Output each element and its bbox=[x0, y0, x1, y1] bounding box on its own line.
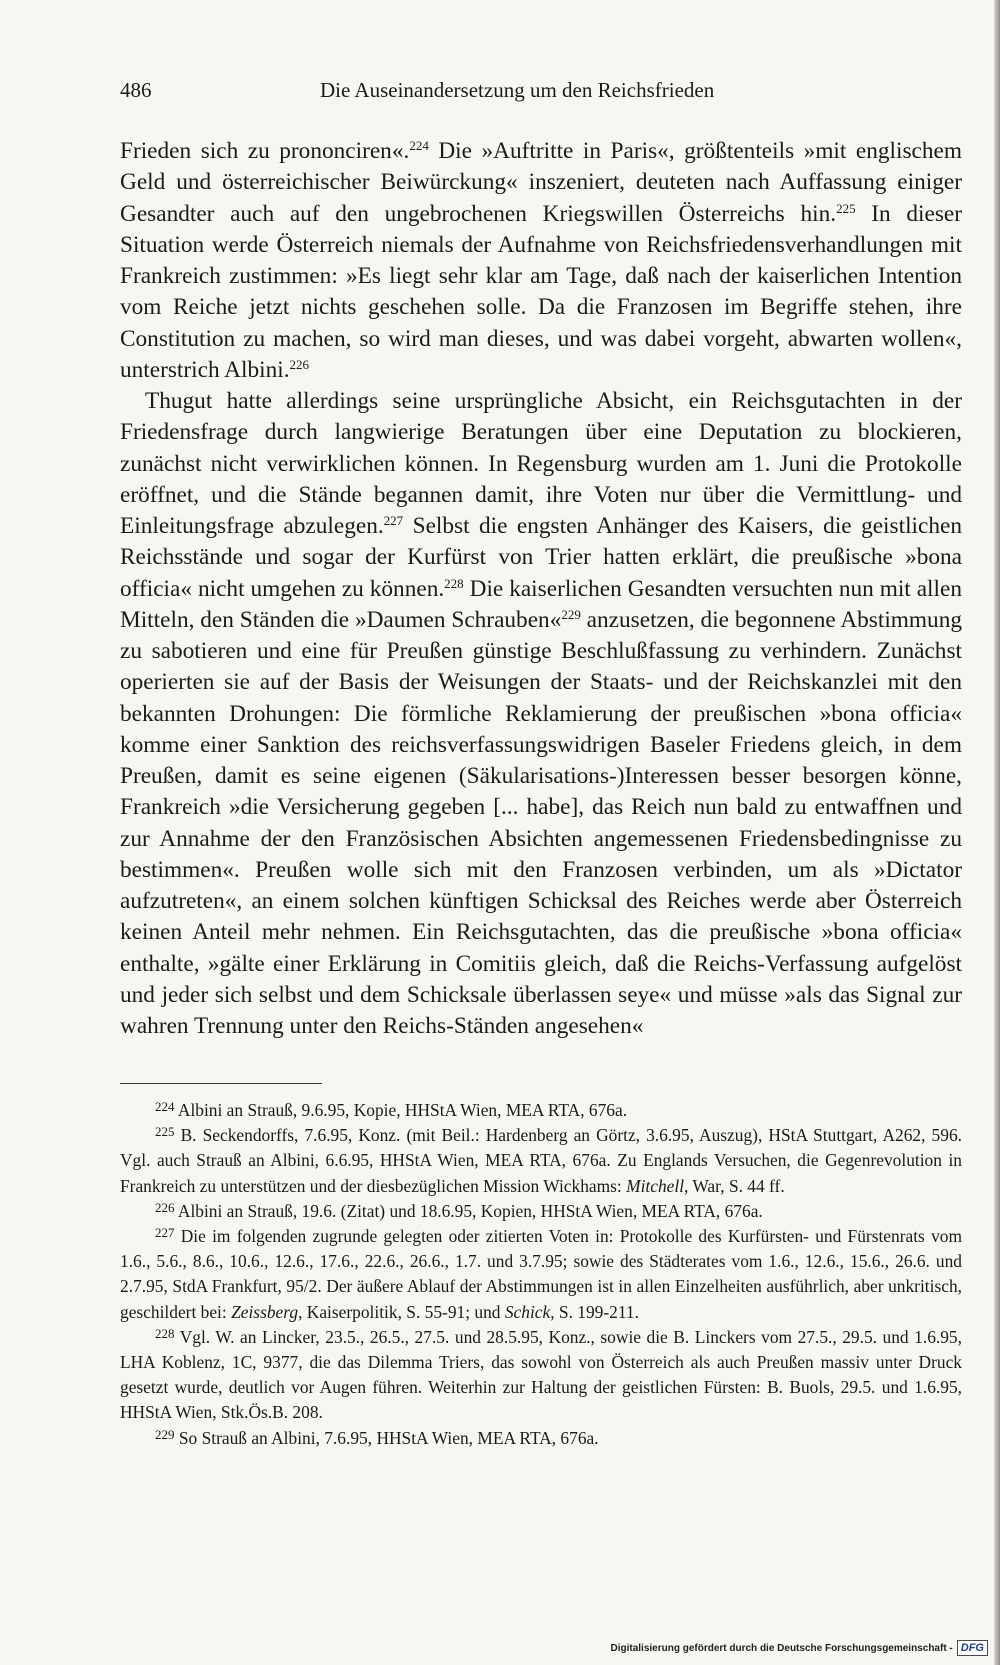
footnotes bbox=[120, 1098, 962, 1451]
footnote-ref[interactable]: 229 bbox=[561, 606, 581, 622]
footnote-text: Vgl. W. an Lincker, 23.5., 26.5., 27.5. und 28.5.95, Konz., sowie die B. Linckers vom 27.5., 29.5. und 1.6.95, LHA Koblenz, 1C, 9377, die das Dilemma Triers, das sowohl von Österreich als auch Preußen massiv unter Druck gesetzt wurde, deutlich vor Augen führen. Weiterhin zur Haltung der geistlichen Fürsten: B. Buols, 29.5. und 1.6.95, HHStA Wien, Stk.Ös.B. 208. bbox=[120, 1326, 962, 1423]
footnote bbox=[120, 1426, 962, 1451]
text-run: Die kaiserlichen Gesandten versuchten nun mit allen Mitteln, den Ständen die »Daumen Schrauben« bbox=[120, 575, 962, 633]
footnote bbox=[120, 1325, 962, 1426]
dfg-logo: DFG bbox=[957, 1640, 988, 1656]
footnote-text: , S. 199-211. bbox=[550, 1301, 639, 1322]
footnote-text: So Strauß an Albini, 7.6.95, HHStA Wien, MEA RTA, 676a. bbox=[178, 1427, 599, 1448]
cited-author: Zeissberg bbox=[231, 1301, 299, 1322]
footnote-ref[interactable]: 227 bbox=[383, 513, 404, 528]
footnote-number: 227 bbox=[155, 1225, 175, 1241]
body-paragraph bbox=[120, 136, 962, 386]
footnote bbox=[120, 1199, 962, 1224]
footnote-text: B. Seckendorffs, 7.6.95, Konz. (mit Beil.: Hardenberg an Görtz, 3.6.95, Auszug), HStA Stuttgart, A262, 596. Vgl. auch Strauß an Albini, 6.6.95, HHStA Wien, MEA RTA, 676a. Zu Englands Versuchen, die Gegenrevolution in Frankreich zu unterstützen und der diesbezüglichen Mission Wickhams: bbox=[120, 1125, 962, 1196]
text-run: Thugut hatte allerdings seine ursprüngliche Absicht, ein Reichsgutachten in der Friedensfrage durch langwierige Beratungen über eine Deputation zu blockieren, zunächst nicht verwirklichen können. In Regensburg wurden am 1. Juni die Protokolle eröffnet, und die Stände begannen damit, ihre Voten nur über die Vermittlung- und Einleitungsfrage abzulegen. bbox=[120, 388, 962, 539]
footnote-text: Albini an Strauß, 9.6.95, Kopie, HHStA Wien, MEA RTA, 676a. bbox=[177, 1100, 628, 1120]
text-run: In dieser Situation werde Österreich niemals der Aufnahme von Reichsfriedensverhandlungen mit Frankreich zustimmen: »Es liegt sehr klar am Tage, daß nach der kaiserlichen Intention vom Reiche jetzt nichts geschehen solle. Da die Franzosen im Begriffe stehen, ihre Constitution zu machen, so wird man dieses, und was dabei vorgeht, abwarten wollen«, unterstrich Albini. bbox=[120, 200, 963, 383]
cited-author: Schick bbox=[504, 1301, 551, 1322]
page-header bbox=[120, 78, 942, 108]
footnote-text: , Kaiserpolitik, S. 55-91; und bbox=[298, 1301, 505, 1322]
footnote-number: 229 bbox=[155, 1426, 175, 1442]
footnote-ref[interactable]: 226 bbox=[289, 356, 310, 372]
running-title: Die Auseinandersetzung um den Reichsfrieden bbox=[320, 78, 715, 102]
credit-text: Digitalisierung gefördert durch die Deutsche Forschungsgemeinschaft - bbox=[610, 1642, 953, 1654]
footnote-number: 225 bbox=[155, 1124, 175, 1140]
cited-author: Mitchell bbox=[626, 1175, 685, 1196]
page-edge-shadow bbox=[994, 0, 1000, 1665]
text-run: Selbst die engsten Anhänger des Kaisers, die geistlichen Reichsstände und sogar der Kurfürst von Trier hatten erklärt, die preußische »bona officia« nicht umgehen zu können. bbox=[120, 513, 962, 602]
body-paragraph bbox=[120, 386, 962, 1042]
footnote-text: Albini an Strauß, 19.6. (Zitat) und 18.6.95, Kopien, HHStA Wien, MEA RTA, 676a. bbox=[177, 1200, 763, 1221]
text-run: Frieden sich zu prononciren«. bbox=[120, 138, 410, 164]
footnote-number: 226 bbox=[155, 1199, 175, 1215]
footnote-number: 228 bbox=[155, 1325, 175, 1341]
footnote-ref[interactable]: 224 bbox=[409, 138, 429, 153]
text-run: anzusetzen, die begonnene Abstimmung zu sabotieren und eine für Preußen günstige Beschlußfassung zu verhindern. Zunächst operierten sie auf der Basis der Weisungen der Staats- und der Reichskanzlei mit den bekannten Drohungen: Die förmliche Reklamierung der preußischen »bona officia« komme einer Sanktion des reichsverfassungswidrigen Baseler Friedens gleich, in dem Preußen, damit es seine eigenen (Säkularisations-)Interessen besser besorgen könne, Frankreich »die Versicherung gegeben [... habe], das Reich nun bald zu entwaffnen und zur Annahme der den Französischen Absichten angemessenen Friedensbedingnisse zu bestimmen«. Preußen wolle sich mit den Franzosen verbinden, um als »Dictator aufzutreten«, an einem solchen künftigen Schicksal des Reiches werde aber Österreich keinen Anteil mehr nehmen. Ein Reichsgutachten, das die preußische »bona officia« enthalte, »gälte einer Erklärung in Comitiis gleich, daß die Reichs-Verfassung aufgelöst und jeder sich selbst und dem Schicksale überlassen seye« und müsse »als das Signal zur wahren Trennung unter den Reichs-Ständen angesehen« bbox=[120, 606, 962, 1039]
page-number: 486 bbox=[120, 78, 152, 102]
main-text bbox=[120, 136, 962, 1042]
footnote bbox=[120, 1224, 962, 1325]
footnote bbox=[120, 1123, 962, 1199]
footnote-text: , War, S. 44 ff. bbox=[684, 1175, 785, 1196]
footnote-separator bbox=[120, 1083, 322, 1084]
footnote-text: Die im folgenden zugrunde gelegten oder zitierten Voten in: Protokolle des Kurfürsten- und Fürstenrats vom 1.6., 5.6., 8.6., 10.6., 12.6., 17.6., 22.6., 26.6., 1.7. und 3.7.95; sowie des Städterates vom 1.6., 12.6., 15.6., 26.6. und 2.7.95, StdA Frankfurt, 95/2. Der äußere Ablauf der Abstimmungen ist in allen Einzelheiten ausführlich, aber unkritisch, geschildert bei: bbox=[120, 1226, 962, 1322]
text-run: Die »Auftritte in Paris«, größtenteils »mit englischem Geld und österreichischer Beiwürckung« inszeniert, deuteten nach Auffassung einiger Gesandter auch auf den ungebrochenen Kriegswillen Österreichs hin. bbox=[120, 138, 963, 227]
footnote-number: 224 bbox=[155, 1099, 175, 1114]
digitization-credit bbox=[610, 1639, 988, 1657]
footnote-ref[interactable]: 225 bbox=[836, 200, 856, 216]
footnote-ref[interactable]: 228 bbox=[444, 575, 464, 591]
footnote bbox=[120, 1098, 962, 1123]
